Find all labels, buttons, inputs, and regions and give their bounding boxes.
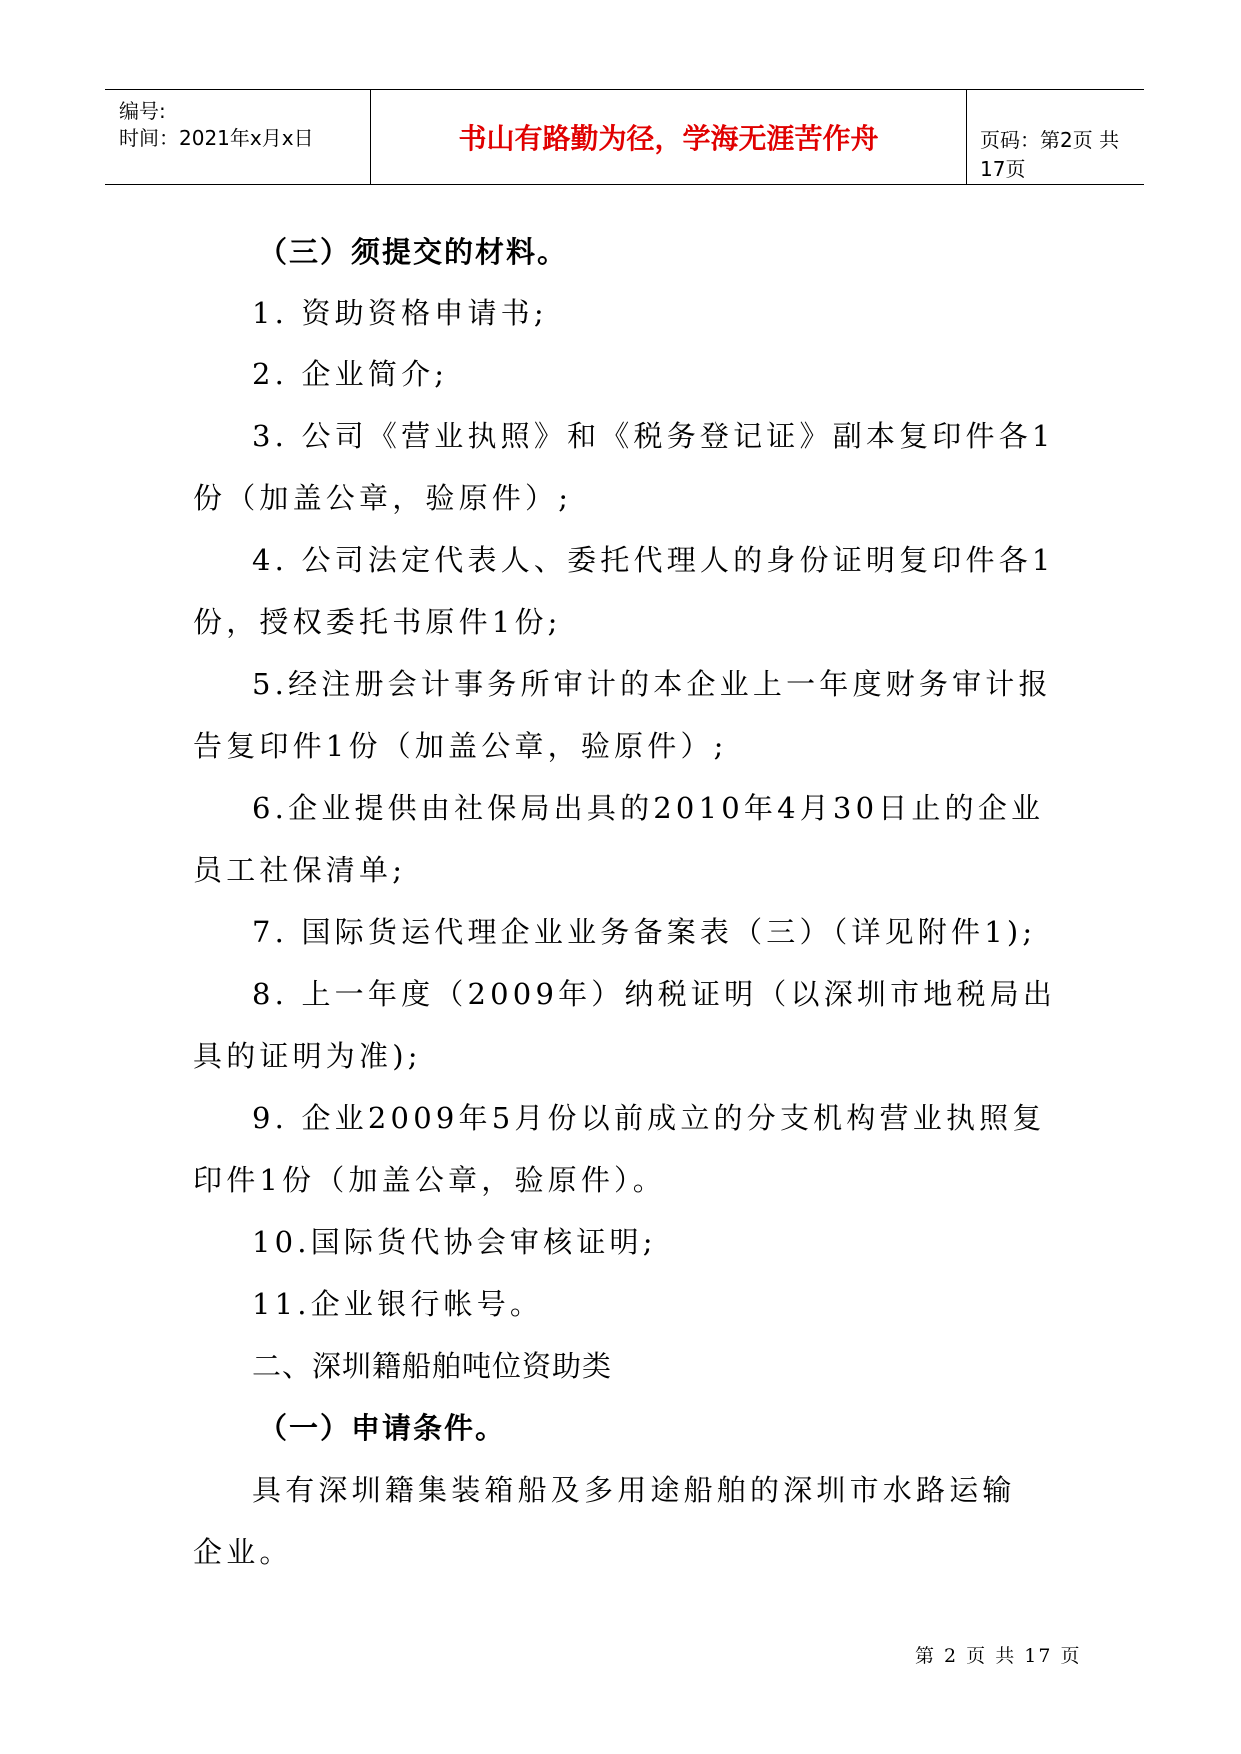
list-item-continued: 印件1份（加盖公章，验原件）。 bbox=[193, 1163, 666, 1197]
document-time-label: 时间：2021年x月x日 bbox=[119, 126, 314, 150]
list-item-continued: 份，授权委托书原件1份; bbox=[193, 605, 562, 639]
header-page-info: 页码：第2页 共17页 bbox=[980, 128, 1120, 181]
header-divider bbox=[370, 90, 371, 184]
section-title: 二、深圳籍船舶吨位资助类 bbox=[252, 1349, 613, 1383]
list-item: 10.国际货代协会审核证明; bbox=[252, 1225, 657, 1259]
document-header bbox=[105, 89, 1144, 185]
list-item-continued: 份（加盖公章，验原件）; bbox=[193, 481, 573, 515]
page-footer: 第 2 页 共 17 页 bbox=[915, 1645, 1082, 1667]
header-divider bbox=[966, 90, 967, 184]
list-item: 7. 国际货运代理企业业务备案表（三）（详见附件1); bbox=[252, 915, 1037, 949]
header-slogan: 书山有路勤为径，学海无涯苦作舟 bbox=[458, 122, 879, 155]
list-item: 9. 企业2009年5月份以前成立的分支机构营业执照复 bbox=[252, 1101, 1046, 1135]
section-heading-conditions: （一）申请条件。 bbox=[258, 1411, 507, 1445]
list-item: 5.经注册会计事务所审计的本企业上一年度财务审计报 bbox=[252, 667, 1052, 701]
list-item: 2. 企业简介; bbox=[252, 357, 449, 391]
list-item: 6.企业提供由社保局出具的2010年4月30日止的企业 bbox=[252, 791, 1045, 825]
document-number-label: 编号: bbox=[119, 99, 166, 123]
list-item: 1. 资助资格申请书; bbox=[252, 296, 548, 330]
header-meta bbox=[105, 90, 370, 184]
list-item: 11.企业银行帐号。 bbox=[252, 1287, 544, 1321]
paragraph-line: 具有深圳籍集装箱船及多用途船舶的深圳市水路运输 bbox=[252, 1473, 1016, 1507]
section-heading-materials: （三）须提交的材料。 bbox=[258, 235, 569, 269]
paragraph-line: 企业。 bbox=[193, 1535, 293, 1569]
list-item-continued: 具的证明为准); bbox=[193, 1039, 422, 1073]
list-item: 3. 公司《营业执照》和《税务登记证》副本复印件各1 bbox=[252, 419, 1055, 453]
list-item: 4. 公司法定代表人、委托代理人的身份证明复印件各1 bbox=[252, 543, 1055, 577]
list-item: 8. 上一年度（2009年）纳税证明（以深圳市地税局出 bbox=[252, 977, 1057, 1011]
list-item-continued: 告复印件1份（加盖公章，验原件）; bbox=[193, 729, 728, 763]
list-item-continued: 员工社保清单; bbox=[193, 853, 407, 887]
